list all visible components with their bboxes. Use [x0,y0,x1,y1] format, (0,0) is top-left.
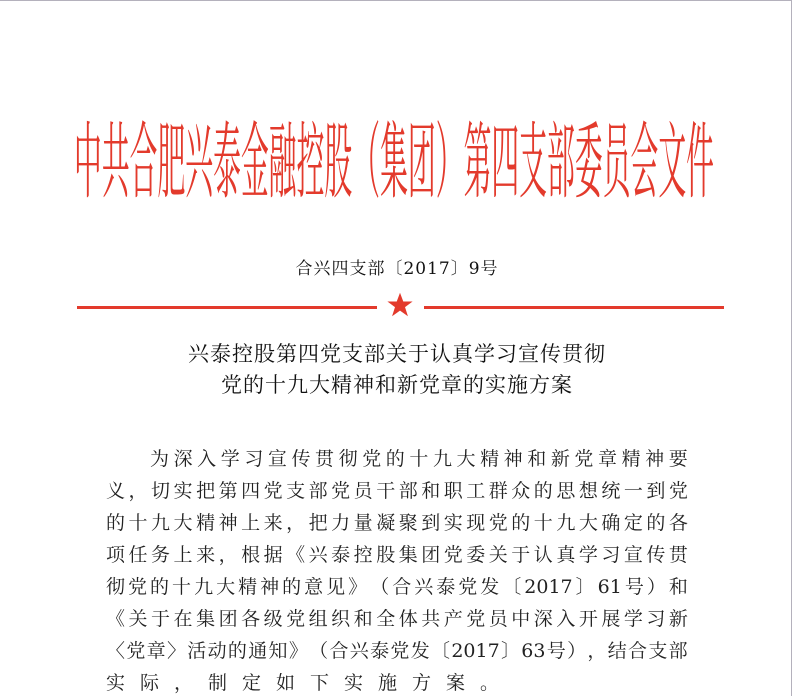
body-line: 义 ， 切 实 把 第 四 党 支 部 党 员 干 部 和 职 工 群 众 的 思 想 统 一 到 党 [106,480,688,502]
document-header-title: 中共合肥兴泰金融控股（集团）第四支部委员会文件 [74,114,714,212]
body-paragraph [106,443,688,699]
body-line: 彻 党 的 十 九 大 精 神 的 意 见 》 （ 合 兴 泰 党 发 〔 2017 〕 61 号 ） 和 [106,576,688,598]
body-line: 《 关 于 在 集 团 各 级 党 组 织 和 全 体 共 产 党 员 中 深 入 开 展 学 习 新 [106,608,688,630]
subject-line-1: 兴泰控股第四党支部关于认真学习宣传贯彻 [188,342,606,366]
divider-line-right [424,306,724,309]
body-line: 项 任 务 上 来 ， 根 据 《 兴 泰 控 股 集 团 党 委 关 于 认 真 学 习 宣 传 贯 [106,544,688,566]
body-line: 实际，制定如下实施方案。 [106,672,515,694]
star-icon [386,291,414,319]
body-line: 为 深 入 学 习 宣 传 贯 彻 党 的 十 九 大 精 神 和 新 党 章 精 神 要 [150,448,688,470]
divider-line-left [77,306,377,309]
document-number: 合兴四支部〔2017〕9号 [295,259,499,279]
document-subject [0,339,794,401]
body-line: 〈 党 章 〉 活 动 的 通 知 》 （ 合 兴 泰 党 发 〔 2017 〕 63 号 ） ， 结 合 支 部 [106,640,688,662]
body-line: 的 十 九 大 精 神 上 来 ， 把 力 量 凝 聚 到 实 现 党 的 十 九 大 确 定 的 各 [106,512,688,534]
document-header-container [74,113,714,213]
subject-line-2: 党的十九大精神和新党章的实施方案 [221,373,573,397]
